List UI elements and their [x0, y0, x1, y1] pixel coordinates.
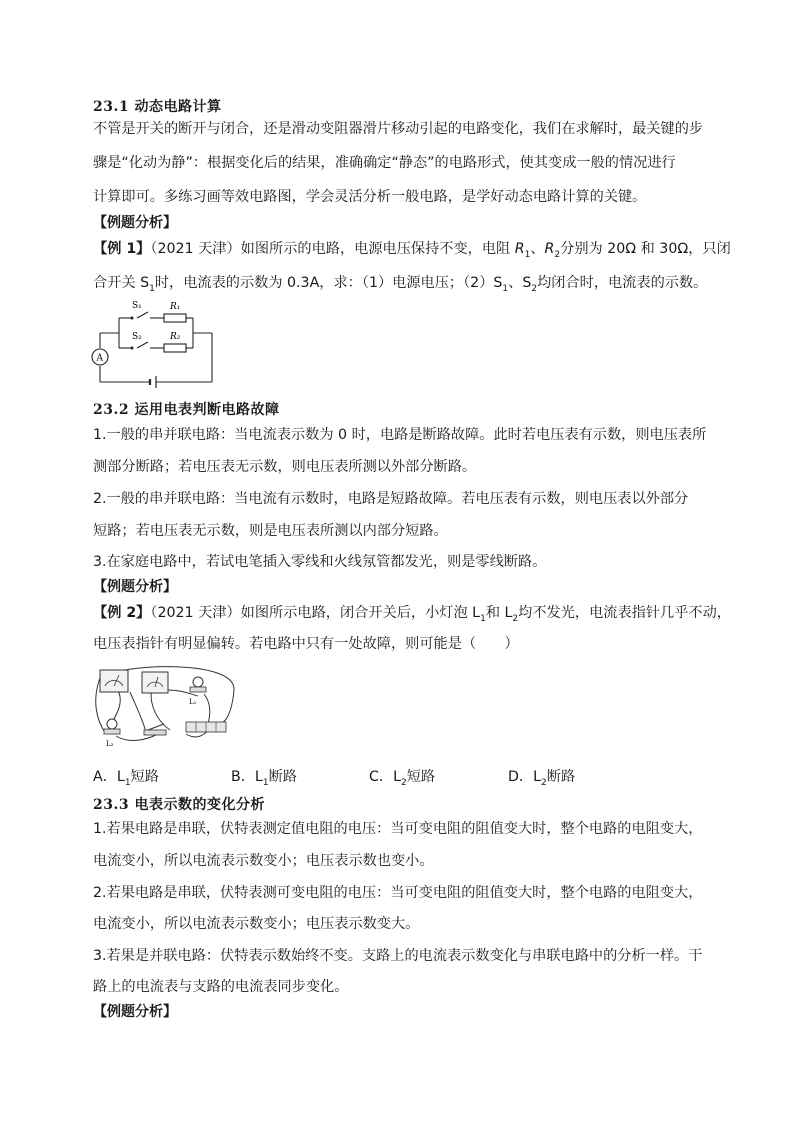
- option-d[interactable]: [508, 766, 575, 788]
- example-text: 均不发光，电流表指针几乎不动，: [518, 605, 731, 621]
- option-text: 短路: [406, 769, 436, 785]
- label-s1: S₁: [132, 301, 142, 311]
- separator: 、: [530, 241, 545, 257]
- label-r2: R₂: [170, 332, 181, 342]
- example-text: 均闭合时，电流表的示数。: [537, 275, 708, 291]
- example-text: 时，电流表的示数为 0.3A，求：（1）电源电压；（2）S: [154, 275, 503, 291]
- subscript: 1: [149, 283, 155, 294]
- paragraph-line: 3.若果是并联电路：伏特表示数始终不变。支路上的电流表示数变化与串联电路中的分析一样。干: [93, 948, 703, 964]
- meter-left: [100, 670, 128, 692]
- paragraph-line: 不管是开关的断开与闭合，还是滑动变阻器滑片移动引起的电路变化，我们在求解时，最关键的步: [93, 121, 704, 137]
- apparatus-picture: [86, 660, 246, 752]
- subscript: 1: [524, 249, 531, 260]
- option-text: C．L: [369, 769, 401, 785]
- option-a[interactable]: [93, 766, 159, 788]
- paragraph-line: 电流变小，所以电流表示数变小；电压表示数变大。: [93, 916, 420, 932]
- paragraph-line: 1.若果电路是串联，伏特表测定值电阻的电压：当可变电阻的阻值变大时，整个电路的电阻变大，: [93, 821, 703, 837]
- example-text: 如图所示的电路，电源电压保持不变，电阻: [240, 241, 515, 257]
- option-text: B．L: [231, 769, 263, 785]
- example-source: （2021 天津）: [150, 241, 241, 257]
- subscript: 1: [124, 777, 131, 788]
- subscript: 1: [502, 283, 509, 294]
- subscript: 2: [512, 613, 519, 624]
- subscript: 2: [531, 283, 538, 294]
- label-l1: L₁: [189, 698, 197, 706]
- option-text: 断路: [268, 769, 297, 785]
- example-text: 分别为 20Ω 和 30Ω，只闭: [560, 241, 731, 257]
- circuit-diagram-1: [88, 296, 223, 388]
- subscript: 1: [262, 777, 269, 788]
- example-1-line-2: [93, 272, 707, 294]
- example-tag: 【例题分析】: [93, 215, 177, 231]
- subscript: 2: [401, 777, 407, 788]
- example-1-line-1: [93, 238, 731, 260]
- example-text: 合开关 S: [93, 275, 150, 291]
- battery-pack: [186, 722, 226, 732]
- symbol-r: R: [544, 241, 555, 257]
- example-source: （2021 天津）: [150, 605, 241, 621]
- example-2-line-1: [93, 602, 731, 624]
- subscript: 2: [554, 249, 561, 260]
- paragraph-line: 短路；若电压表无示数，则是电压表所测以内部分短路。: [93, 523, 448, 539]
- example-tag: 【例题分析】: [93, 579, 177, 595]
- option-text: 断路: [546, 769, 576, 785]
- ammeter-label: A: [96, 353, 103, 364]
- example-label: 【例 2】: [93, 605, 151, 621]
- paragraph-line: 骤是“化动为静”：根据变化后的结果，准确确定“静态”的电路形式，使其变成一般的情况进行: [93, 155, 676, 171]
- subscript: 1: [480, 613, 486, 624]
- symbol-r: R: [514, 241, 525, 257]
- example-text: 如图所示电路，闭合开关后，小灯泡 L: [240, 605, 481, 621]
- switch: [144, 724, 166, 735]
- option-text: A．L: [93, 769, 125, 785]
- paragraph-line: 2.一般的串并联电路：当电流有示数时，电路是短路故障。若电压表有示数，则电压表以外部分: [93, 491, 689, 507]
- subscript: 2: [541, 777, 547, 788]
- section-heading-23-2: 23.2 运用电表判断电路故障: [93, 402, 280, 418]
- paragraph-line: 计算即可。多练习画等效电路图，学会灵活分析一般电路，是学好动态电路计算的关键。: [93, 189, 647, 205]
- paragraph-line: 3.在家庭电路中，若试电笔插入零线和火线氖管都发光，则是零线断路。: [93, 554, 547, 570]
- label-s2: S₂: [132, 332, 142, 342]
- example-text: 、S: [508, 275, 532, 291]
- paragraph-line: 测部分断路；若电压表无示数，则电压表所测以外部分断路。: [93, 459, 477, 475]
- paragraph-line: 路上的电流表与支路的电流表同步变化。: [93, 979, 349, 995]
- meter-right: [142, 672, 168, 693]
- label-r1: R₁: [170, 302, 181, 312]
- option-text: 短路: [130, 769, 159, 785]
- paragraph-line: 电流变小，所以电流表示数变小；电压表示数也变小。: [93, 853, 434, 869]
- example-text: 和 L: [485, 605, 513, 621]
- option-c[interactable]: [369, 766, 435, 788]
- bulb-l1: [190, 677, 206, 692]
- paragraph-line: 1.一般的串并联电路：当电流表示数为 0 时，电路是断路故障。此时若电压表有示数，则电压表所: [93, 427, 707, 443]
- bulb-l2: [104, 719, 120, 734]
- section-heading-23-3: 23.3 电表示数的变化分析: [93, 797, 265, 813]
- label-l2: L₂: [106, 740, 114, 748]
- option-text: D．L: [508, 769, 542, 785]
- example-tag: 【例题分析】: [93, 1004, 177, 1020]
- section-heading-23-1: 23.1 动态电路计算: [93, 99, 222, 115]
- switch-pivot: [131, 317, 134, 320]
- paragraph-line: 2.若果电路是串联，伏特表测可变电阻的电压：当可变电阻的阻值变大时，整个电路的电阻变大，: [93, 885, 703, 901]
- example-2-line-2: 电压表指针有明显偏转。若电路中只有一处故障，则可能是（ ）: [93, 636, 519, 652]
- switch-pivot: [131, 347, 134, 350]
- example-label: 【例 1】: [93, 241, 151, 257]
- option-b[interactable]: [231, 766, 297, 788]
